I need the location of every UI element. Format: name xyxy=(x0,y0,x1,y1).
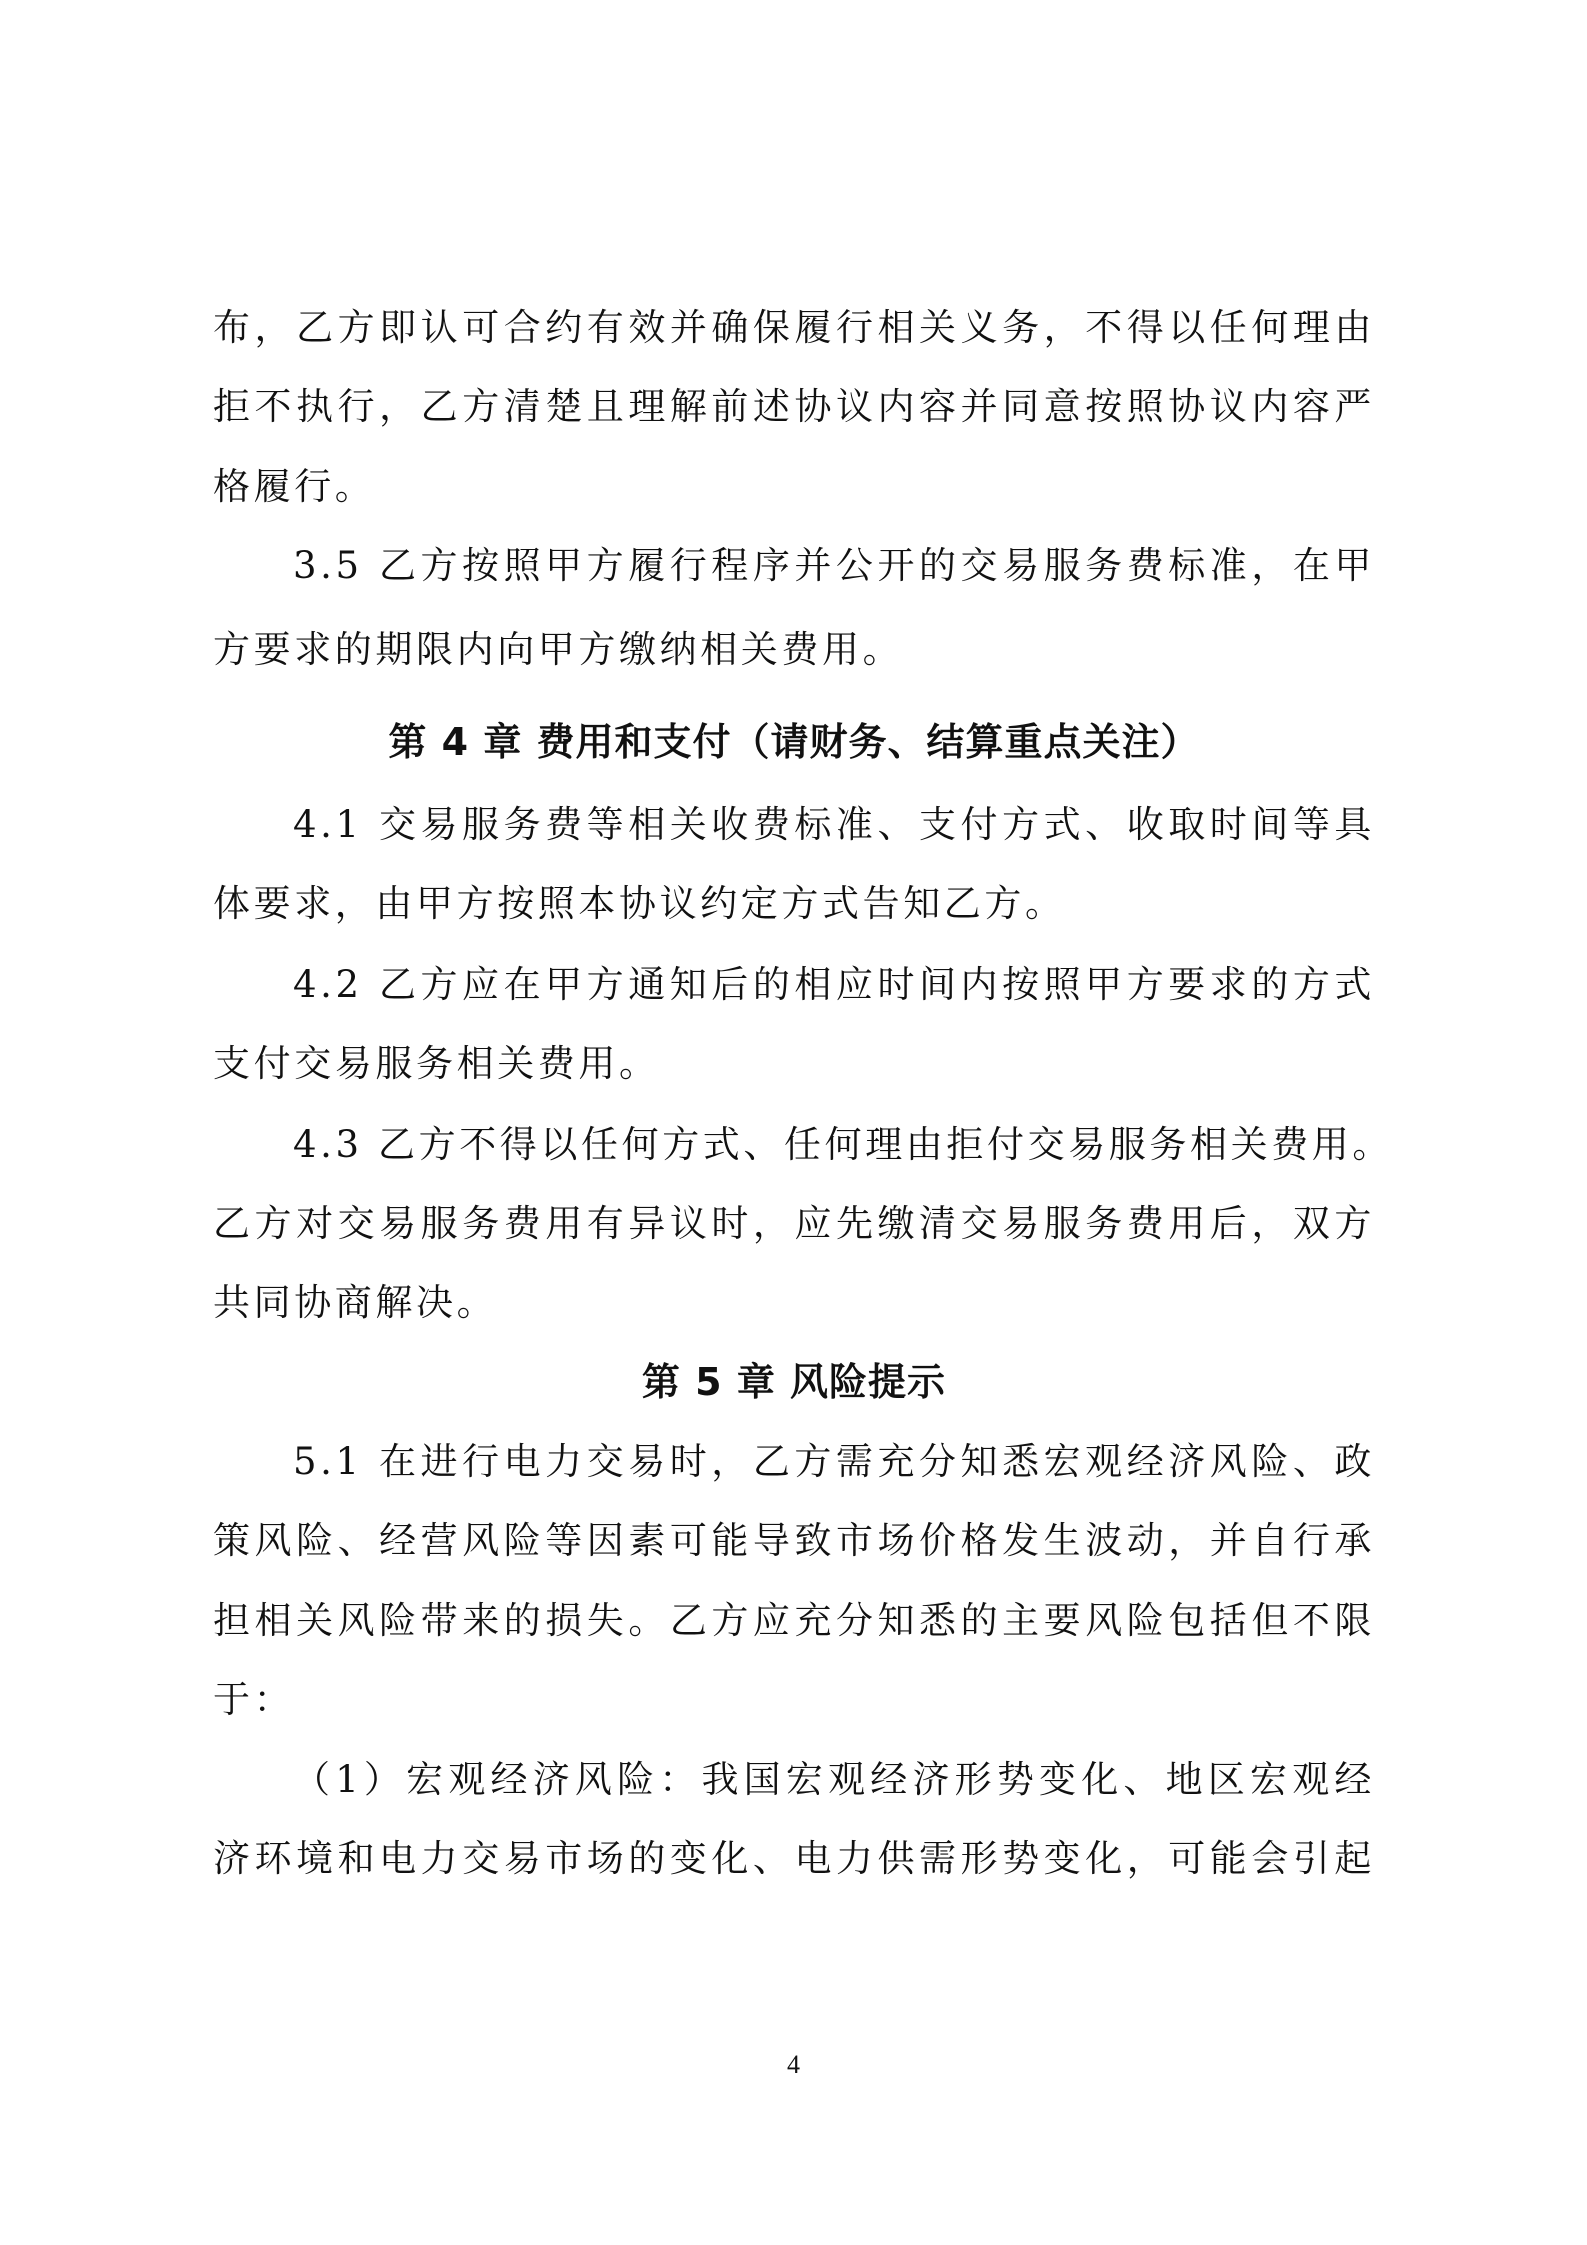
paragraph-line: 格履行。 xyxy=(213,465,376,508)
clause-4-1-line: 体要求，由甲方按照本协议约定方式告知乙方。 xyxy=(213,882,1066,925)
clause-5-1-line: 5.1 在进行电力交易时，乙方需充分知悉宏观经济风险、政 xyxy=(293,1440,1375,1483)
clause-3-5-line: 3.5 乙方按照甲方履行程序并公开的交易服务费标准，在甲 xyxy=(293,544,1375,587)
clause-4-3-line: 共同协商解决。 xyxy=(213,1281,498,1324)
risk-item-1-line: 济环境和电力交易市场的变化、电力供需形势变化，可能会引起 xyxy=(213,1837,1375,1880)
risk-item-1-line: （1）宏观经济风险：我国宏观经济形势变化、地区宏观经 xyxy=(293,1758,1375,1801)
clause-4-2-line: 4.2 乙方应在甲方通知后的相应时间内按照甲方要求的方式 xyxy=(293,963,1375,1006)
clause-5-1-line: 担相关风险带来的损失。乙方应充分知悉的主要风险包括但不限 xyxy=(213,1599,1375,1642)
chapter-4-heading: 第 4 章 费用和支付（请财务、结算重点关注） xyxy=(388,720,1200,764)
clause-4-2-line: 支付交易服务相关费用。 xyxy=(213,1042,660,1085)
paragraph-line: 布，乙方即认可合约有效并确保履行相关义务，不得以任何理由 xyxy=(213,306,1375,349)
clause-3-5-line: 方要求的期限内向甲方缴纳相关费用。 xyxy=(213,628,904,671)
clause-5-1-line: 策风险、经营风险等因素可能导致市场价格发生波动，并自行承 xyxy=(213,1519,1375,1562)
clause-4-3-line: 乙方对交易服务费用有异议时，应先缴清交易服务费用后，双方 xyxy=(213,1202,1375,1245)
paragraph-line: 拒不执行，乙方清楚且理解前述协议内容并同意按照协议内容严 xyxy=(213,385,1375,428)
clause-4-3-line: 4.3 乙方不得以任何方式、任何理由拒付交易服务相关费用。 xyxy=(293,1123,1394,1166)
clause-5-1-line: 于： xyxy=(213,1678,295,1721)
clause-4-1-line: 4.1 交易服务费等相关收费标准、支付方式、收取时间等具 xyxy=(293,803,1375,846)
chapter-5-heading: 第 5 章 风险提示 xyxy=(641,1360,947,1404)
page-number: 4 xyxy=(787,2050,800,2079)
